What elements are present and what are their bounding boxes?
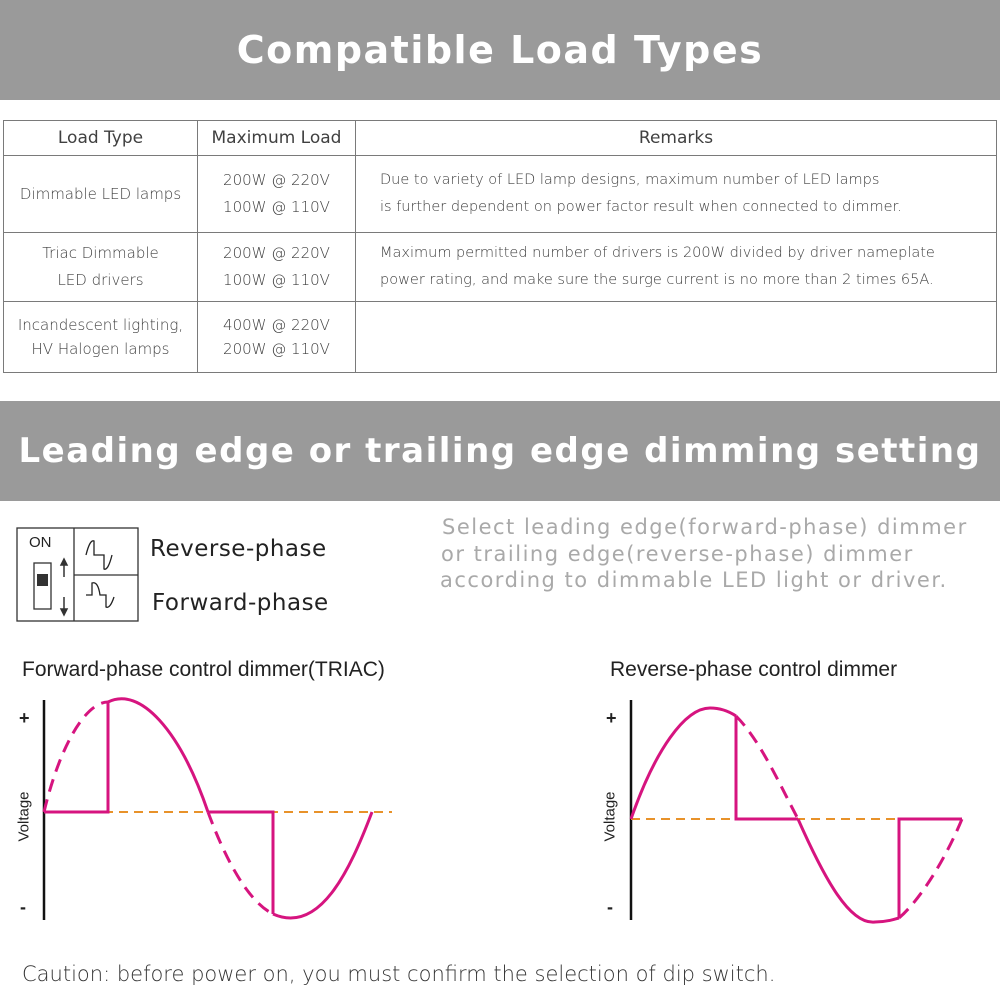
table-row — [4, 233, 997, 302]
cell-maximum-load: 200W @ 220V 100W @ 110V — [198, 233, 356, 302]
reverse-minus-label: - — [607, 897, 613, 917]
reverse-solid-wave-positive — [631, 708, 736, 819]
dip-on-label: ON — [29, 534, 52, 551]
column-header-maximum-load: Maximum Load — [198, 121, 356, 156]
table-row — [4, 156, 997, 233]
reverse-solid-wave-negative — [798, 819, 899, 922]
select-instruction-line-1: Select leading edge(forward-phase) dimmer — [442, 515, 968, 539]
reverse-dashed-wave-positive — [736, 716, 798, 819]
caution-text: Caution: before power on, you must confirm the selection of dip switch. — [22, 962, 776, 986]
section-title: Leading edge or trailing edge dimming setting — [18, 431, 982, 471]
cell-load-type: Dimmable LED lamps — [4, 156, 198, 233]
reverse-phase-wave-icon — [86, 541, 112, 569]
section-title: Compatible Load Types — [236, 28, 764, 72]
column-header-load-type: Load Type — [4, 121, 198, 156]
forward-dashed-wave-positive — [44, 702, 108, 812]
reverse-chopped-segments-negative — [899, 819, 962, 918]
dip-switch-knob — [37, 574, 48, 586]
forward-phase-diagram — [0, 690, 430, 930]
section-banner-dimming-setting — [0, 401, 1000, 501]
forward-solid-wave-negative — [273, 812, 372, 918]
forward-dashed-wave-negative — [208, 812, 273, 914]
down-arrow-icon — [61, 597, 67, 615]
forward-plus-label: + — [19, 708, 30, 728]
reverse-dashed-wave-negative — [899, 819, 962, 918]
forward-diagram-title: Forward-phase control dimmer(TRIAC) — [22, 658, 385, 681]
forward-phase-label: Forward-phase — [152, 590, 329, 616]
dip-switch-diagram — [16, 527, 141, 625]
cell-load-type: Incandescent lighting, HV Halogen lamps — [4, 302, 198, 373]
cell-load-type: Triac Dimmable LED drivers — [4, 233, 198, 302]
reverse-plus-label: + — [606, 708, 617, 728]
forward-phase-wave-icon — [86, 583, 114, 608]
reverse-diagram-title: Reverse-phase control dimmer — [610, 658, 898, 681]
cell-remarks: Due to variety of LED lamp designs, maximum number of LED lamps is further dependent on power factor result when connected to dimmer. — [356, 156, 997, 233]
forward-chopped-segments-negative — [208, 812, 273, 914]
select-instruction-line-3: according to dimmable LED light or driver. — [440, 568, 948, 592]
table-header-row — [4, 121, 997, 156]
load-types-table — [3, 120, 997, 373]
section-banner-load-types — [0, 0, 1000, 100]
cell-maximum-load: 200W @ 220V 100W @ 110V — [198, 156, 356, 233]
up-arrow-icon — [61, 559, 67, 577]
table-row — [4, 302, 997, 373]
column-header-remarks: Remarks — [356, 121, 997, 156]
cell-maximum-load: 400W @ 220V 200W @ 110V — [198, 302, 356, 373]
reverse-chopped-segments — [736, 716, 798, 819]
cell-remarks: Maximum permitted number of drivers is 200W divided by driver nameplate power rating, and make sure the surge current is no more than 2 times 65A. — [356, 233, 997, 302]
forward-solid-wave-positive — [108, 699, 208, 812]
forward-chopped-segments — [44, 702, 108, 812]
reverse-voltage-label: Voltage — [601, 791, 619, 842]
reverse-phase-diagram — [600, 690, 980, 930]
cell-remarks-empty — [356, 302, 997, 373]
forward-voltage-label: Voltage — [15, 791, 33, 842]
forward-minus-label: - — [20, 897, 26, 917]
reverse-phase-label: Reverse-phase — [150, 536, 327, 562]
select-instruction-line-2: or trailing edge(reverse-phase) dimmer — [441, 542, 914, 566]
